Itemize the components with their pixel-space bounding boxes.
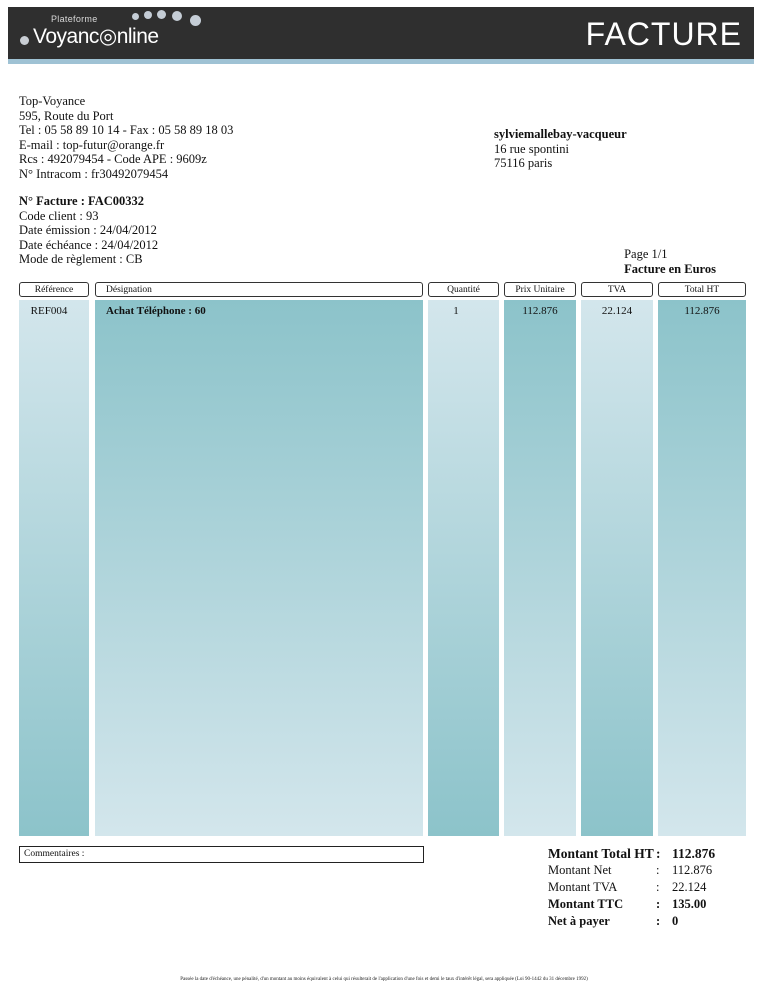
document-title: FACTURE (585, 16, 742, 52)
comments-box (19, 846, 424, 863)
to-pay-label: Net à payer (548, 914, 610, 928)
client-code: Code client : 93 (19, 208, 99, 223)
due-date: Date échéance : 24/04/2012 (19, 237, 159, 252)
sender-name: Top-Voyance (19, 94, 86, 108)
column-unit-price (504, 300, 576, 836)
separator: : (656, 863, 660, 877)
currency-label: Facture en Euros (624, 261, 716, 276)
sender-address: 595, Route du Port (19, 108, 114, 123)
logo-dot-icon (172, 11, 182, 21)
cell-quantity: 1 (453, 305, 459, 317)
sender-intracom: N° Intracom : fr30492079454 (19, 166, 169, 181)
invoice-number: N° Facture : FAC00332 (19, 194, 144, 208)
ttc-value: 135.00 (672, 897, 707, 911)
separator: : (656, 914, 661, 928)
cell-unit-price: 112.876 (522, 305, 558, 317)
page-info (624, 247, 716, 276)
separator: : (656, 880, 660, 894)
recipient-name: sylviemallebay-vacqueur (494, 127, 627, 141)
total-ht-label: Montant Total HT (548, 846, 654, 861)
separator: : (656, 846, 661, 861)
header-tva: TVA (581, 282, 653, 297)
page-number: Page 1/1 (624, 247, 668, 261)
cell-reference: REF004 (30, 305, 68, 317)
header-total-ht: Total HT (658, 282, 746, 297)
recipient-address-line2: 75116 paris (494, 156, 553, 170)
separator: : (656, 897, 661, 911)
tva-value: 22.124 (672, 880, 707, 894)
logo-dot-icon (157, 10, 166, 19)
sender-phone: Tel : 05 58 89 10 14 - Fax : 05 58 89 18 03 (19, 123, 234, 137)
sender-email: E-mail : top-futur@orange.fr (19, 137, 165, 152)
column-total-ht (658, 300, 746, 836)
comments-label: Commentaires : (24, 849, 85, 859)
logo-dot-icon (132, 13, 139, 20)
header-designation: Désignation (95, 282, 423, 297)
column-designation (95, 300, 423, 836)
total-ht-value: 112.876 (672, 846, 716, 861)
header-quantity: Quantité (428, 282, 499, 297)
recipient-block (494, 127, 627, 171)
to-pay-value: 0 (672, 914, 679, 928)
cell-total-ht: 112.876 (684, 305, 720, 317)
logo-dot-icon (190, 15, 201, 26)
header-reference: Référence (19, 282, 89, 297)
cell-designation: Achat Téléphone : 60 (106, 305, 206, 317)
column-tva (581, 300, 653, 836)
issue-date: Date émission : 24/04/2012 (19, 223, 157, 237)
logo-dot-icon (144, 11, 152, 19)
logo-subtitle: Plateforme (51, 14, 98, 24)
payment-mode: Mode de règlement : CB (19, 252, 143, 266)
tva-label: Montant TVA (548, 880, 618, 894)
column-quantity (428, 300, 499, 836)
header-unit-price: Prix Unitaire (504, 282, 576, 297)
recipient-address-line1: 16 rue spontini (494, 141, 569, 156)
ttc-label: Montant TTC (548, 897, 624, 911)
cell-tva: 22.124 (601, 305, 633, 317)
logo-bullet-icon (20, 36, 29, 45)
invoice-info (19, 194, 158, 267)
column-reference (19, 300, 89, 836)
net-label: Montant Net (548, 863, 612, 877)
sender-block (19, 94, 233, 181)
legal-footer: Passée la date d'échéance, une pénalité, d'un montant au moins équivalent à celui qui résulterait de l'application d'une fois et demi le taux d'intérêt légal, sera appliquée (Loi 90-1442 du 31 décembre 1992) (180, 977, 588, 982)
logo-text: Voyanc◎nline (33, 25, 159, 48)
sender-rcs: Rcs : 492079454 - Code APE : 9609z (19, 152, 207, 166)
net-value: 112.876 (672, 863, 713, 877)
header-stripe (8, 59, 754, 64)
